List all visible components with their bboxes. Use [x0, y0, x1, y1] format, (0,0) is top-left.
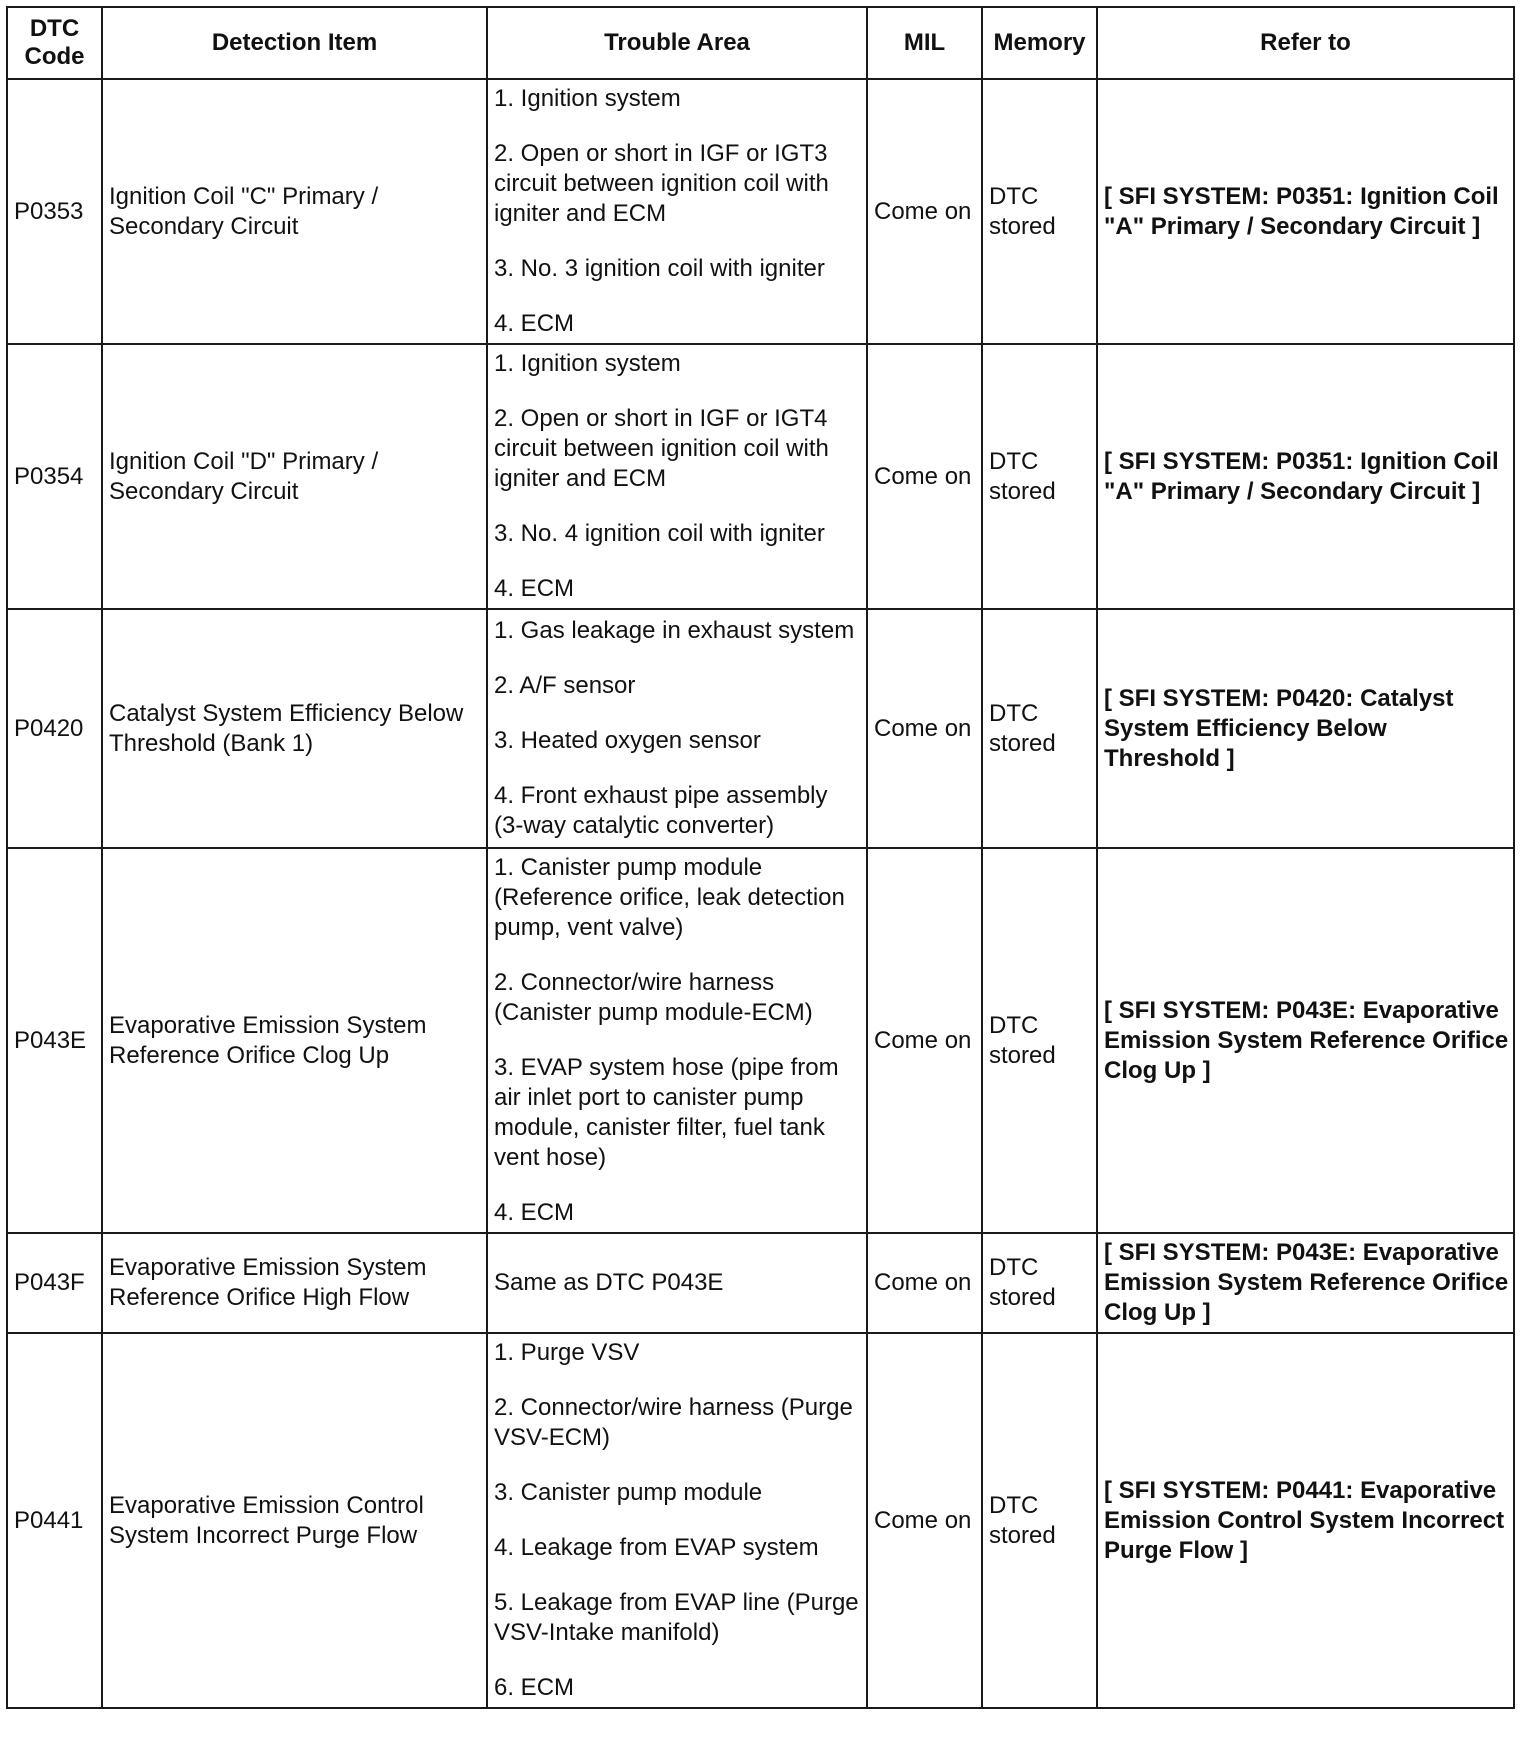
memory-line: DTC [989, 1491, 1039, 1519]
mil-cell: Come on [867, 848, 982, 1233]
memory-line: stored [989, 729, 1056, 757]
trouble-area-item: 4. Leakage from EVAP system [494, 1534, 819, 1561]
refer-to-cell: [ SFI SYSTEM: P0420: Catalyst System Efficiency Below Threshold ] [1097, 609, 1514, 848]
trouble-area-item: 2. A/F sensor [494, 672, 636, 699]
trouble-area-item: 1. Ignition system [494, 85, 681, 112]
memory-line: DTC [989, 182, 1039, 210]
dtc-code-cell: P0353 [7, 79, 102, 344]
trouble-area-item: 1. Purge VSV [494, 1339, 640, 1366]
table-header [7, 7, 1514, 79]
detection-item-cell: Ignition Coil "C" Primary / Secondary Circuit [102, 79, 487, 344]
mil-cell: Come on [867, 344, 982, 609]
memory-line: stored [989, 1284, 1056, 1311]
memory-line: stored [989, 212, 1056, 240]
table-row [7, 344, 1514, 609]
trouble-area-item: 4. Front exhaust pipe assembly (3-way catalytic converter) [494, 782, 828, 839]
trouble-area-cell [487, 609, 867, 848]
header-mil: MIL [867, 7, 982, 79]
trouble-area-item: 2. Connector/wire harness (Canister pump module-ECM) [494, 969, 813, 1026]
dtc-code-cell: P043E [7, 848, 102, 1233]
trouble-area-item: 3. EVAP system hose (pipe from air inlet port to canister pump module, canister filter, fuel tank vent hose) [494, 1054, 839, 1171]
refer-to-cell: [ SFI SYSTEM: P0351: Ignition Coil "A" Primary / Secondary Circuit ] [1097, 344, 1514, 609]
header-row [7, 7, 1514, 79]
table-row [7, 1333, 1514, 1708]
table-row [7, 79, 1514, 344]
trouble-area-item: 3. No. 3 ignition coil with igniter [494, 255, 825, 282]
detection-item-cell: Evaporative Emission Control System Incorrect Purge Flow [102, 1333, 487, 1708]
table-row [7, 609, 1514, 848]
table-row [7, 848, 1514, 1233]
memory-cell [982, 344, 1097, 609]
table-body [7, 79, 1514, 1708]
refer-to-cell: [ SFI SYSTEM: P043E: Evaporative Emission System Reference Orifice Clog Up ] [1097, 848, 1514, 1233]
trouble-area-cell [487, 1333, 867, 1708]
memory-cell [982, 79, 1097, 344]
detection-item-cell: Ignition Coil "D" Primary / Secondary Circuit [102, 344, 487, 609]
trouble-area-item: 5. Leakage from EVAP line (Purge VSV-Intake manifold) [494, 1589, 859, 1646]
table-row [7, 1233, 1514, 1333]
header-trouble-area: Trouble Area [487, 7, 867, 79]
memory-cell [982, 609, 1097, 848]
trouble-area-item: 2. Open or short in IGF or IGT3 circuit between ignition coil with igniter and ECM [494, 140, 829, 227]
mil-cell: Come on [867, 609, 982, 848]
dtc-code-cell: P0354 [7, 344, 102, 609]
dtc-code-cell: P0441 [7, 1333, 102, 1708]
trouble-area-item: Same as DTC P043E [494, 1269, 724, 1296]
detection-item-cell: Evaporative Emission System Reference Orifice Clog Up [102, 848, 487, 1233]
memory-line: stored [989, 1521, 1056, 1549]
dtc-code-cell: P0420 [7, 609, 102, 848]
memory-line: DTC [989, 447, 1039, 475]
trouble-area-cell [487, 79, 867, 344]
trouble-area-item: 1. Canister pump module (Reference orifice, leak detection pump, vent valve) [494, 854, 845, 941]
trouble-area-item: 1. Ignition system [494, 350, 681, 377]
trouble-area-item: 3. Heated oxygen sensor [494, 727, 761, 754]
memory-line: stored [989, 1041, 1056, 1069]
trouble-area-item: 6. ECM [494, 1674, 575, 1701]
memory-cell [982, 1233, 1097, 1333]
detection-item-cell: Evaporative Emission System Reference Orifice High Flow [102, 1233, 487, 1333]
memory-cell [982, 848, 1097, 1233]
mil-cell: Come on [867, 1333, 982, 1708]
mil-cell: Come on [867, 79, 982, 344]
trouble-area-item: 4. ECM [494, 575, 575, 602]
memory-line: stored [989, 477, 1056, 505]
trouble-area-item: 3. Canister pump module [494, 1479, 763, 1506]
trouble-area-item: 4. ECM [494, 310, 575, 337]
trouble-area-item: 4. ECM [494, 1199, 575, 1226]
detection-item-cell: Catalyst System Efficiency Below Threshold (Bank 1) [102, 609, 487, 848]
trouble-area-item: 1. Gas leakage in exhaust system [494, 617, 855, 644]
memory-line: DTC [989, 1011, 1039, 1039]
refer-to-cell: [ SFI SYSTEM: P0351: Ignition Coil "A" Primary / Secondary Circuit ] [1097, 79, 1514, 344]
dtc-code-cell: P043F [7, 1233, 102, 1333]
dtc-table [6, 6, 1515, 1709]
header-dtc-code: DTC Code [7, 7, 102, 79]
header-refer-to: Refer to [1097, 7, 1514, 79]
header-memory: Memory [982, 7, 1097, 79]
trouble-area-item: 2. Connector/wire harness (Purge VSV-ECM) [494, 1394, 853, 1451]
memory-line: DTC [989, 699, 1039, 727]
trouble-area-cell [487, 344, 867, 609]
trouble-area-item: 3. No. 4 ignition coil with igniter [494, 520, 825, 547]
mil-cell: Come on [867, 1233, 982, 1333]
memory-line: DTC [989, 1254, 1039, 1281]
refer-to-cell: [ SFI SYSTEM: P0441: Evaporative Emission Control System Incorrect Purge Flow ] [1097, 1333, 1514, 1708]
trouble-area-cell [487, 848, 867, 1233]
refer-to-cell: [ SFI SYSTEM: P043E: Evaporative Emission System Reference Orifice Clog Up ] [1097, 1233, 1514, 1333]
trouble-area-cell [487, 1233, 867, 1333]
header-detection-item: Detection Item [102, 7, 487, 79]
trouble-area-item: 2. Open or short in IGF or IGT4 circuit between ignition coil with igniter and ECM [494, 405, 829, 492]
memory-cell [982, 1333, 1097, 1708]
